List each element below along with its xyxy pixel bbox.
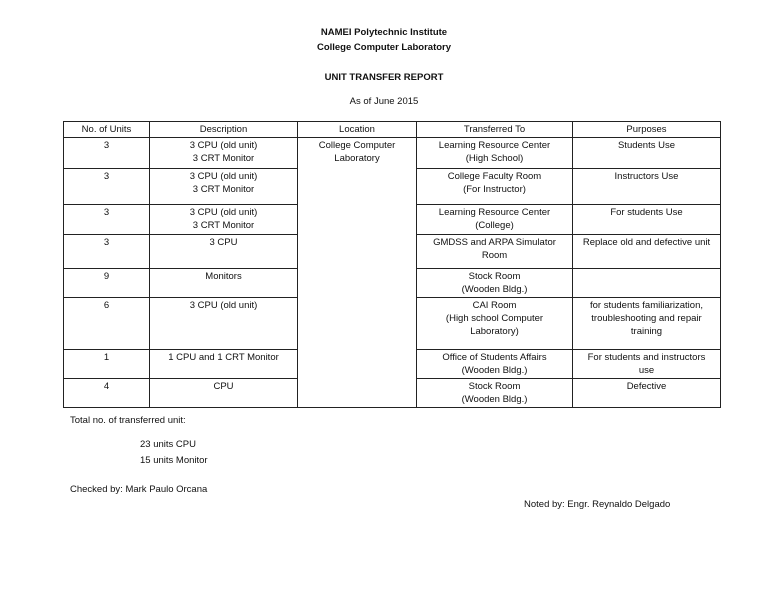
description-cell: [150, 138, 298, 169]
unit-transfer-table: [63, 121, 721, 408]
description-cell: [150, 298, 298, 350]
location-line: Laboratory: [334, 153, 380, 164]
transferred-to-cell-line: Laboratory): [470, 326, 519, 337]
description-cell: [150, 235, 298, 269]
description-cell: [150, 379, 298, 408]
description-cell-line: 3 CPU: [209, 237, 238, 248]
transferred-to-cell-line: Room: [481, 250, 508, 261]
purposes-cell: [573, 379, 721, 408]
description-cell: [150, 205, 298, 235]
description-cell-line: 3 CPU (old unit): [189, 140, 258, 151]
transferred-to-cell-line: (Wooden Bldg.): [461, 394, 528, 405]
transferred-to-cell-line: Stock Room: [468, 381, 521, 392]
description-cell: [150, 169, 298, 205]
units-cell: 4: [64, 379, 150, 408]
transferred-to-cell-line: Stock Room: [468, 271, 521, 282]
purposes-cell: [573, 138, 721, 169]
report-date: As of June 2015: [349, 96, 419, 107]
description-cell-line: 3 CPU (old unit): [189, 207, 258, 218]
table-header-row: [64, 122, 721, 138]
description-cell-line: CPU: [213, 381, 234, 392]
transferred-to-cell: [417, 235, 573, 269]
transferred-to-cell: [417, 269, 573, 298]
transferred-to-cell-line: Office of Students Affairs: [442, 352, 547, 363]
transferred-to-cell: [417, 298, 573, 350]
purposes-cell-line: use: [638, 365, 655, 376]
purposes-cell-line: For students and instructors: [587, 352, 706, 363]
location-cell: [298, 138, 417, 408]
column-header-location: Location: [298, 122, 417, 138]
summary-label: Total no. of transferred unit:: [70, 415, 186, 426]
transferred-to-cell-line: Learning Resource Center: [438, 207, 551, 218]
description-cell-line: 3 CRT Monitor: [192, 220, 255, 231]
report-title: UNIT TRANSFER REPORT: [324, 72, 444, 83]
transferred-to-cell: [417, 169, 573, 205]
column-header-description: Description: [150, 122, 298, 138]
purposes-cell-line: troubleshooting and repair: [591, 313, 702, 324]
department-name: College Computer Laboratory: [316, 42, 452, 53]
description-cell-line: 3 CRT Monitor: [192, 153, 255, 164]
purposes-cell-line: Instructors Use: [614, 171, 679, 182]
units-cell: 3: [64, 138, 150, 169]
transferred-to-cell-line: (Wooden Bldg.): [461, 365, 528, 376]
purposes-cell-line: for students familiarization,: [590, 300, 703, 311]
units-cell: 3: [64, 235, 150, 269]
purposes-cell-line: Replace old and defective unit: [582, 237, 711, 248]
purposes-cell: [573, 169, 721, 205]
transferred-to-cell-line: (High School): [465, 153, 524, 164]
location-line: College Computer: [318, 140, 396, 151]
purposes-cell: [573, 269, 721, 298]
summary-cpu: 23 units CPU: [140, 439, 196, 450]
transferred-to-cell: [417, 350, 573, 379]
purposes-cell-line: For students Use: [610, 207, 683, 218]
transferred-to-cell-line: (For Instructor): [463, 184, 526, 195]
purposes-cell-line: Defective: [626, 381, 667, 392]
transferred-to-cell-line: GMDSS and ARPA Simulator: [433, 237, 556, 248]
purposes-cell: [573, 298, 721, 350]
transferred-to-cell-line: Learning Resource Center: [438, 140, 551, 151]
summary-monitor: 15 units Monitor: [140, 455, 208, 466]
transferred-to-cell: [417, 138, 573, 169]
purposes-cell: [573, 350, 721, 379]
transferred-to-cell-line: (High school Computer: [445, 313, 544, 324]
description-cell-line: 1 CPU and 1 CRT Monitor: [168, 352, 279, 363]
description-cell-line: Monitors: [205, 271, 242, 282]
column-header-transferred-to: Transferred To: [417, 122, 573, 138]
units-cell: 3: [64, 169, 150, 205]
description-cell-line: 3 CRT Monitor: [192, 184, 255, 195]
description-cell-line: 3 CPU (old unit): [189, 171, 258, 182]
table-row: [64, 138, 721, 169]
units-cell: 1: [64, 350, 150, 379]
units-cell: 3: [64, 205, 150, 235]
institution-name: NAMEI Polytechnic Institute: [320, 27, 448, 38]
purposes-cell-line: Students Use: [617, 140, 676, 151]
units-cell: 9: [64, 269, 150, 298]
description-cell: [150, 350, 298, 379]
noted-by: Noted by: Engr. Reynaldo Delgado: [524, 499, 671, 510]
transferred-to-cell-line: (College): [475, 220, 514, 231]
description-cell: [150, 269, 298, 298]
purposes-cell-line: training: [630, 326, 663, 337]
description-cell-line: 3 CPU (old unit): [189, 300, 258, 311]
transferred-to-cell-line: (Wooden Bldg.): [461, 284, 528, 295]
transferred-to-cell: [417, 379, 573, 408]
checked-by: Checked by: Mark Paulo Orcana: [70, 484, 208, 495]
transferred-to-cell-line: College Faculty Room: [447, 171, 542, 182]
column-header-purposes: Purposes: [573, 122, 721, 138]
purposes-cell: [573, 235, 721, 269]
column-header-units: No. of Units: [64, 122, 150, 138]
transferred-to-cell-line: CAI Room: [472, 300, 517, 311]
units-cell: 6: [64, 298, 150, 350]
purposes-cell: [573, 205, 721, 235]
transferred-to-cell: [417, 205, 573, 235]
